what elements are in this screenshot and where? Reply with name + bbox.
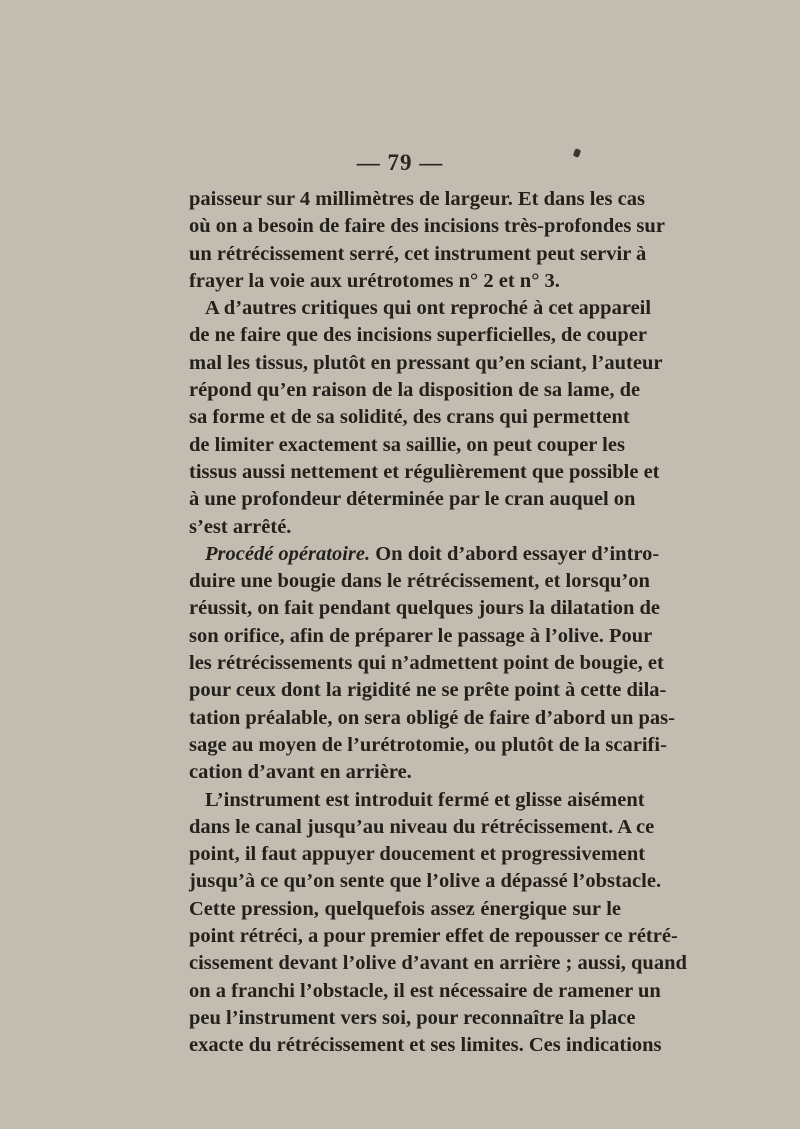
text-line: point rétréci, a pour premier effet de repousser ce rétré-: [189, 925, 678, 948]
page-number: — 79 —: [356, 150, 444, 175]
body-text: [189, 186, 687, 1060]
text-line: L’instrument est introduit fermé et glisse aisément: [205, 788, 645, 811]
text-line: dans le canal jusqu’au niveau du rétrécissement. A ce: [189, 815, 655, 838]
text-line: sa forme et de sa solidité, des crans qui permettent: [189, 406, 630, 429]
text-line: réussit, on fait pendant quelques jours la dilatation de: [189, 597, 660, 620]
text-line: son orifice, afin de préparer le passage à l’olive. Pour: [189, 624, 653, 647]
text-line: paisseur sur 4 millimètres de largeur. Et dans les cas: [189, 188, 645, 210]
text-line: jusqu’à ce qu’on sente que l’olive a dépassé l’obstacle.: [189, 870, 662, 893]
text-line: tation préalable, on sera obligé de faire d’abord un pas-: [189, 706, 675, 729]
text-line: un rétrécissement serré, cet instrument peut servir à: [189, 242, 647, 265]
text-line: s’est arrêté.: [189, 515, 292, 538]
text-run: On doit d’abord essayer d’intro-: [370, 542, 660, 565]
text-line: point, il faut appuyer doucement et progressivement: [189, 843, 646, 866]
text-line: cation d’avant en arrière.: [189, 761, 412, 784]
text-line: frayer la voie aux urétrotomes n° 2 et n° 3.: [189, 269, 560, 292]
italic-heading: Procédé opératoire.: [205, 542, 371, 565]
text-line: Cette pression, quelquefois assez énergique sur le: [189, 897, 621, 920]
text-line: pour ceux dont la rigidité ne se prête point à cette dila-: [189, 679, 667, 702]
text-line: [189, 541, 660, 568]
text-line: tissus aussi nettement et régulièrement que possible et: [189, 460, 660, 483]
text-line: où on a besoin de faire des incisions très-profondes sur: [189, 215, 665, 238]
text-line: peu l’instrument vers soi, pour reconnaître la place: [189, 1006, 636, 1029]
text-line: mal les tissus, plutôt en pressant qu’en sciant, l’auteur: [189, 351, 663, 374]
text-line: à une profondeur déterminée par le cran auquel on: [189, 488, 636, 511]
text-line: répond qu’en raison de la disposition de sa lame, de: [189, 379, 641, 402]
text-line: cissement devant l’olive d’avant en arrière ; aussi, quand: [189, 952, 687, 975]
text-line: sage au moyen de l’urétrotomie, ou plutôt de la scarifi-: [189, 733, 667, 756]
text-line: exacte du rétrécissement et ses limites. Ces indications: [189, 1034, 662, 1057]
text-line: de limiter exactement sa saillie, on peut couper les: [189, 433, 625, 456]
text-line: A d’autres critiques qui ont reproché à cet appareil: [205, 297, 652, 320]
text-line: de ne faire que des incisions superficielles, de couper: [189, 324, 648, 347]
text-line: duire une bougie dans le rétrécissement, et lorsqu’on: [189, 570, 650, 593]
text-line: on a franchi l’obstacle, il est nécessaire de ramener un: [189, 979, 661, 1002]
text-line: les rétrécissements qui n’admettent point de bougie, et: [189, 652, 664, 675]
